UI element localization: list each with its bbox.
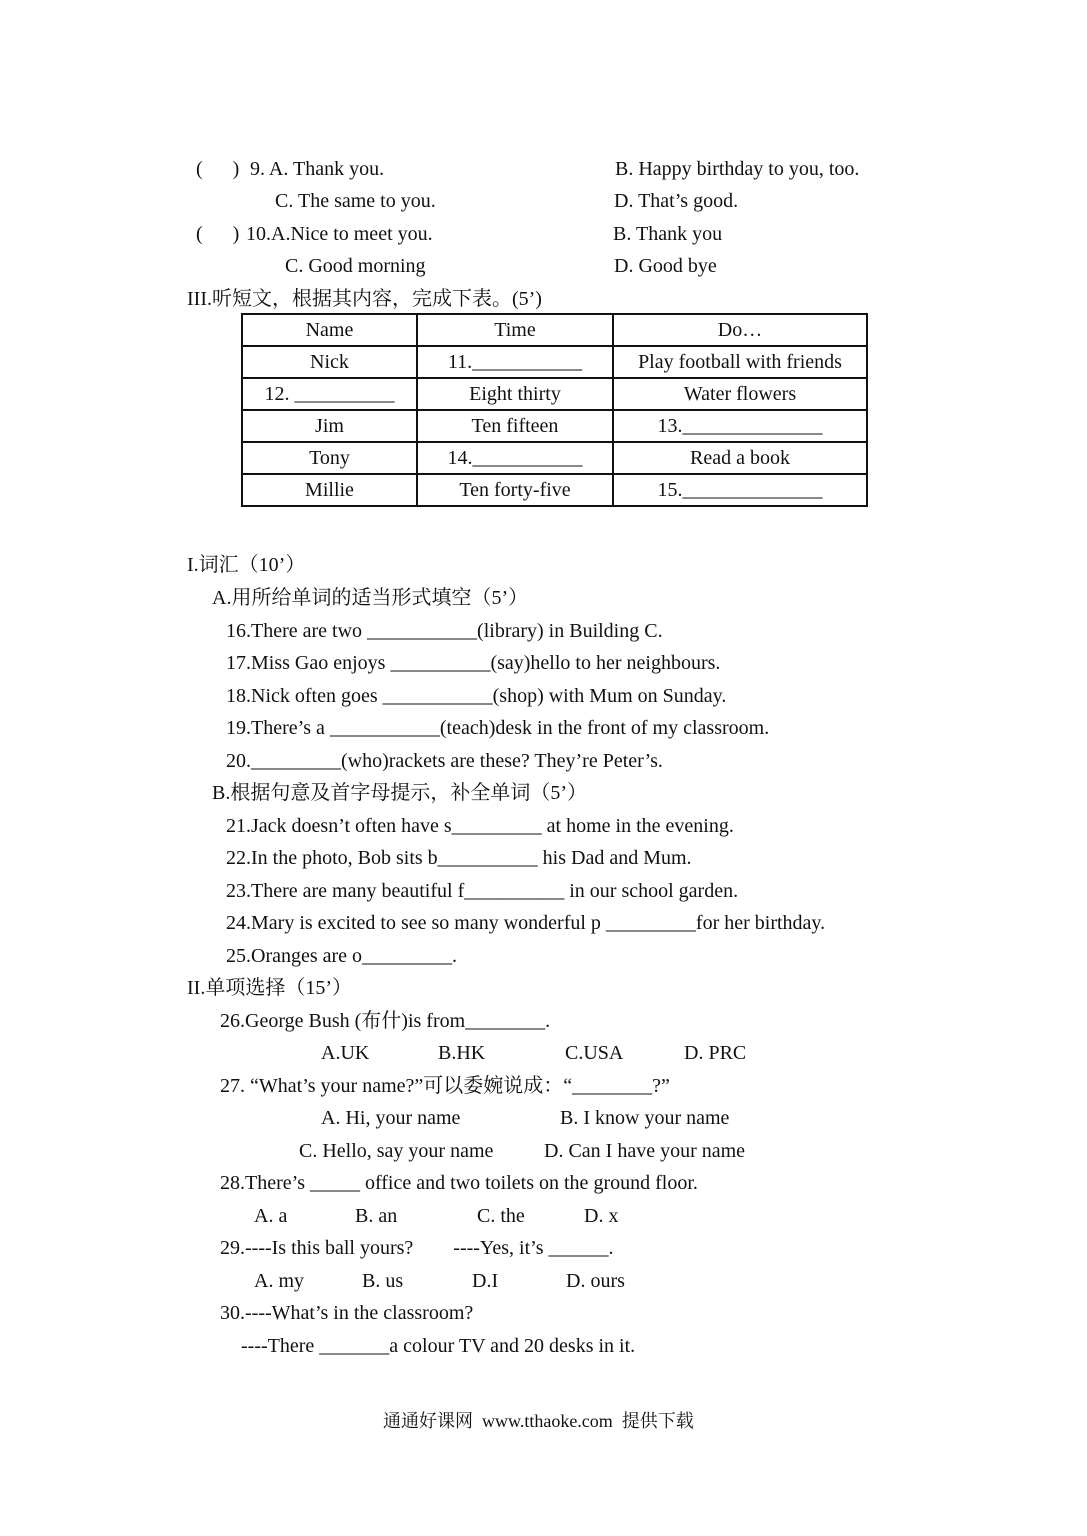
- question-17: 17.Miss Gao enjoys __________(say)hello to her neighbours.: [226, 652, 721, 674]
- question-23: 23.There are many beautiful f__________ in our school garden.: [226, 880, 739, 902]
- question-21: 21.Jack doesn’t often have s_________ at home in the evening.: [226, 815, 734, 837]
- question-29: 29.----Is this ball yours? ----Yes, it’s ______.: [220, 1237, 614, 1259]
- question-24: 24.Mary is excited to see so many wonderful p _________for her birthday.: [226, 912, 826, 934]
- table-header: Do…: [613, 314, 867, 346]
- q28-option-b: B. an: [355, 1205, 398, 1227]
- question-18: 18.Nick often goes ___________(shop) with Mum on Sunday.: [226, 685, 727, 707]
- table-cell: Ten forty-five: [417, 474, 613, 506]
- q26-option-b: B.HK: [438, 1042, 486, 1064]
- q28-option-c: C. the: [477, 1205, 525, 1227]
- q27-option-c: C. Hello, say your name: [299, 1140, 494, 1162]
- question-19: 19.There’s a ___________(teach)desk in the front of my classroom.: [226, 717, 770, 739]
- q27-option-a: A. Hi, your name: [321, 1107, 461, 1129]
- q28-option-a: A. a: [254, 1205, 288, 1227]
- section1-heading: I.词汇（10’）: [187, 554, 306, 576]
- q29-option-c: D.I: [472, 1270, 499, 1292]
- table-cell: Ten fifteen: [417, 410, 613, 442]
- q10-option-b: B. Thank you: [613, 223, 723, 245]
- question-30: 30.----What’s in the classroom?: [220, 1302, 474, 1324]
- listening-table: [241, 313, 868, 507]
- table-header: Time: [417, 314, 613, 346]
- table-row: [242, 378, 867, 410]
- table-cell: 15.______________: [613, 474, 867, 506]
- table-row: [242, 346, 867, 378]
- q29-option-d: D. ours: [566, 1270, 625, 1292]
- q9-paren: ( ): [196, 158, 240, 180]
- q9-option-c: C. The same to you.: [275, 190, 436, 212]
- section2-heading: II.单项选择（15’）: [187, 977, 352, 999]
- q10-paren: ( ): [196, 223, 240, 245]
- q27-option-b: B. I know your name: [560, 1107, 730, 1129]
- table-row: [242, 474, 867, 506]
- question-25: 25.Oranges are o_________.: [226, 945, 458, 967]
- table-header: Name: [242, 314, 417, 346]
- table-header-row: [242, 314, 867, 346]
- question-22: 22.In the photo, Bob sits b__________ his Dad and Mum.: [226, 847, 692, 869]
- q26-option-c: C.USA: [565, 1042, 624, 1064]
- section3-heading: III.听短文，根据其内容，完成下表。(5’): [187, 288, 542, 310]
- table-cell: Eight thirty: [417, 378, 613, 410]
- q29-option-b: B. us: [362, 1270, 404, 1292]
- part-a-heading: A.用所给单词的适当形式填空（5’）: [212, 587, 529, 609]
- q10-option-c: C. Good morning: [285, 255, 426, 277]
- table-cell: Play football with friends: [613, 346, 867, 378]
- question-26: 26.George Bush (布什)is from________.: [220, 1010, 551, 1032]
- q10-option-a: 10.A.Nice to meet you.: [246, 223, 433, 245]
- table-cell: Jim: [242, 410, 417, 442]
- q9-option-b: B. Happy birthday to you, too.: [615, 158, 860, 180]
- table-cell: Read a book: [613, 442, 867, 474]
- q26-option-d: D. PRC: [684, 1042, 747, 1064]
- question-30-answer-line: ----There _______a colour TV and 20 desks in it.: [241, 1335, 636, 1357]
- q9-option-a: 9. A. Thank you.: [250, 158, 385, 180]
- question-16: 16.There are two ___________(library) in Building C.: [226, 620, 663, 642]
- table-row: [242, 442, 867, 474]
- question-28: 28.There’s _____ office and two toilets on the ground floor.: [220, 1172, 698, 1194]
- table-cell: Water flowers: [613, 378, 867, 410]
- page-footer: 通通好课网 www.tthaoke.com 提供下载: [383, 1411, 694, 1431]
- table-cell: 11.___________: [417, 346, 613, 378]
- table-cell: Millie: [242, 474, 417, 506]
- part-b-heading: B.根据句意及首字母提示，补全单词（5’）: [212, 782, 587, 804]
- table-cell: 13.______________: [613, 410, 867, 442]
- q29-option-a: A. my: [254, 1270, 304, 1292]
- q10-option-d: D. Good bye: [614, 255, 717, 277]
- table-row: [242, 410, 867, 442]
- table-cell: 12. __________: [242, 378, 417, 410]
- question-27: 27. “What’s your name?”可以委婉说成：“________?”: [220, 1075, 670, 1097]
- q9-option-d: D. That’s good.: [614, 190, 739, 212]
- q28-option-d: D. x: [584, 1205, 619, 1227]
- table-cell: Tony: [242, 442, 417, 474]
- question-20: 20._________(who)rackets are these? They’re Peter’s.: [226, 750, 663, 772]
- table-cell: Nick: [242, 346, 417, 378]
- q27-option-d: D. Can I have your name: [544, 1140, 746, 1162]
- table-cell: 14.___________: [417, 442, 613, 474]
- q26-option-a: A.UK: [321, 1042, 370, 1064]
